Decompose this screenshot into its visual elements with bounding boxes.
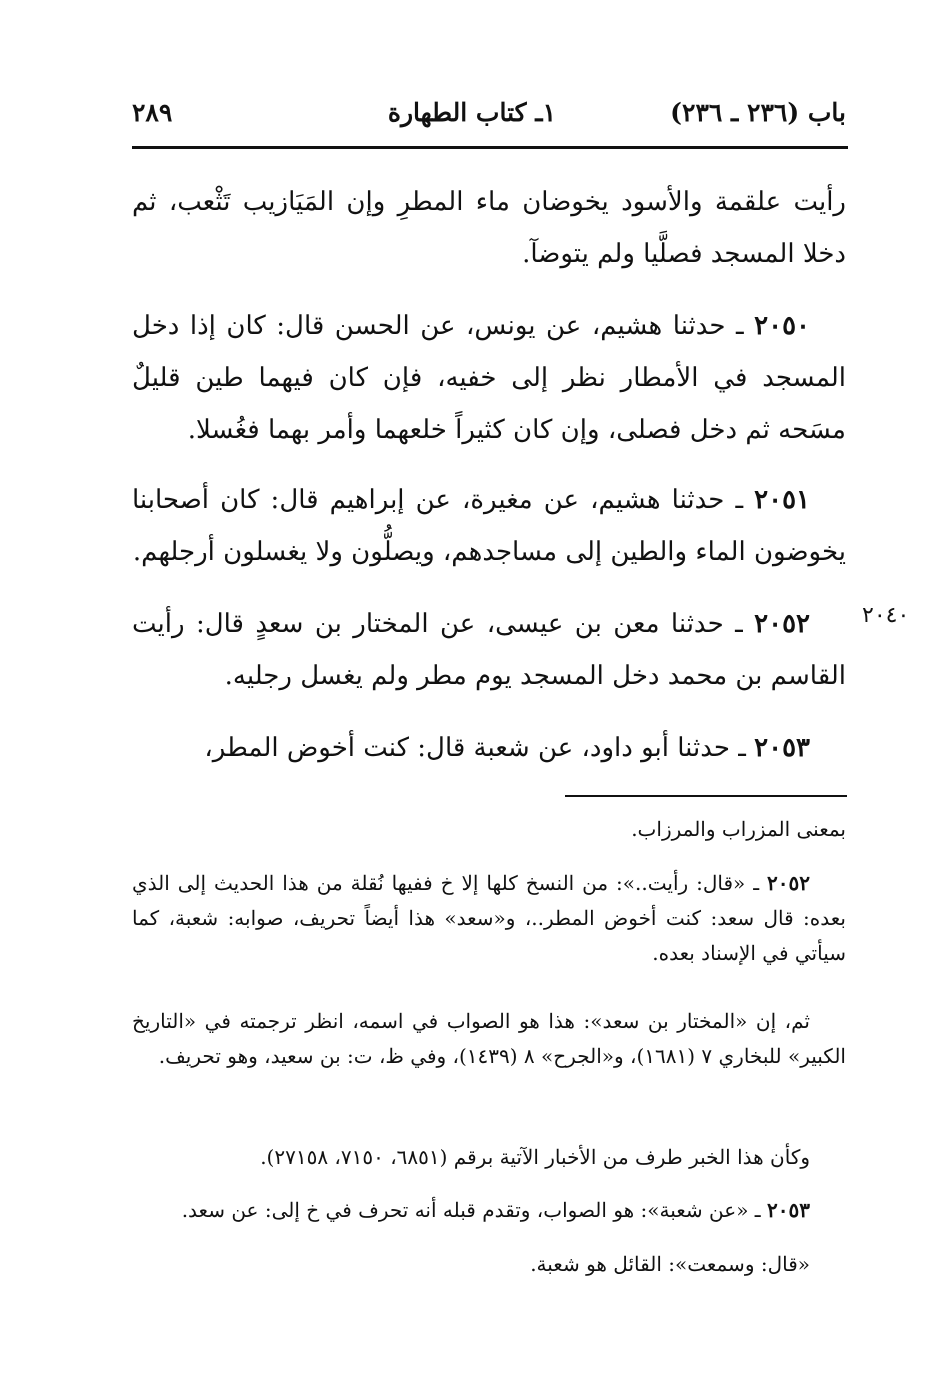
hadith-number: ٢٠٥١ — [754, 485, 810, 515]
hadith-2053 — [132, 722, 846, 774]
footnote-2053 — [132, 1193, 846, 1228]
footnote-text: ـ «قال: رأيت..»: من النسخ كلها إلا خ ففيها نُقلة من هذا الحديث إلى الذي بعده: قال سعد: كنت أخوض المطر..، و«سعد» هذا أيضاً تحريف، صوابه: شعبة، كما سيأتي في الإسناد بعده. — [132, 871, 846, 965]
footnote-note — [132, 1004, 846, 1074]
footnote-text: بمعنى المزراب والمرزاب. — [631, 817, 846, 841]
hadith-text: ـ حدثنا معن بن عيسى، عن المختار بن سعدٍ قال: رأيت القاسم بن محمد دخل المسجد يوم مطر ولم يغسل رجليه. — [132, 609, 846, 691]
footnote-number: ٢٠٥٣ — [767, 1198, 810, 1222]
chapter-range: باب (٢٣٦ ـ ٢٣٦) — [670, 98, 846, 127]
hadith-number: ٢٠٥٠ — [754, 311, 810, 341]
footnote-text: ـ «عن شعبة»: هو الصواب، وتقدم قبله أنه تحرف في خ إلى: عن سعد. — [181, 1198, 761, 1222]
hadith-2052 — [132, 598, 846, 702]
page-header — [132, 92, 846, 144]
hadith-2050 — [132, 300, 846, 456]
footnote-text: «قال: وسمعت»: القائل هو شعبة. — [530, 1252, 810, 1276]
hadith-text: ـ حدثنا هشيم، عن يونس، عن الحسن قال: كان إذا دخل المسجد في الأمطار نظر إلى خفيه، فإن كان فيهما طين قليلٌ مسَحه ثم دخل فصلى، وإن كان كثيراً خلعهما وأمر بهما فغُسلا. — [132, 311, 846, 445]
page-number: ٢٨٩ — [132, 98, 173, 127]
paragraph-continuation — [132, 176, 846, 280]
footnote-number: ٢٠٥٢ — [767, 871, 810, 895]
footnote-note — [132, 1140, 846, 1175]
footnote-2052 — [132, 866, 846, 971]
hadith-2051 — [132, 474, 846, 578]
book-title: ١ـ كتاب الطهارة — [387, 98, 556, 127]
footnote-rule — [565, 795, 847, 797]
footnote-text: ثم، إن «المختار بن سعد»: هذا هو الصواب في اسمه، انظر ترجمته في «التاريخ الكبير» للبخاري ٧ (١٦٨١)، و«الجرح» ٨ (١٤٣٩)، وفي ظ، ت: بن سعيد، وهو تحريف. — [132, 1009, 846, 1068]
margin-number: ٢٠٤٠ — [862, 603, 910, 628]
header-rule — [132, 146, 848, 149]
hadith-text: ـ حدثنا هشيم، عن مغيرة، عن إبراهيم قال: كان أصحابنا يخوضون الماء والطين إلى مساجدهم، ويصلُّون ولا يغسلون أرجلهم. — [132, 485, 846, 567]
footnote-note — [132, 1247, 846, 1282]
hadith-text: ـ حدثنا أبو داود، عن شعبة قال: كنت أخوض المطر، — [204, 733, 746, 763]
hadith-number: ٢٠٥٢ — [754, 609, 810, 639]
footnote-text: وكأن هذا الخبر طرف من الأخبار الآتية برقم (٦٨٥١، ٧١٥٠، ٢٧١٥٨). — [260, 1145, 810, 1169]
paragraph-text: رأيت علقمة والأسود يخوضان ماء المطرِ وإن المَيَازيب تَثْعب، ثم دخلا المسجد فصلَّيا ولم يتوضآ. — [132, 187, 846, 269]
hadith-number: ٢٠٥٣ — [754, 733, 810, 763]
footnote-continuation — [132, 812, 846, 847]
